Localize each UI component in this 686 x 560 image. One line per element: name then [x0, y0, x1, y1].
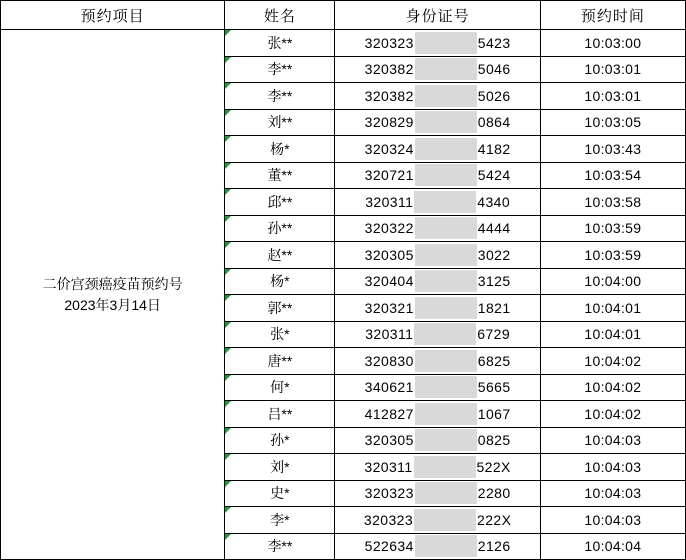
- id-value: [335, 163, 539, 189]
- id-cell: [335, 215, 540, 242]
- id-cell: [335, 480, 540, 507]
- name-cell: 李*: [225, 507, 335, 534]
- id-suffix: 3125: [477, 273, 511, 290]
- id-redaction-mask: [415, 85, 477, 107]
- id-value: [335, 216, 539, 242]
- id-redaction-mask: [415, 535, 477, 557]
- id-suffix: 5423: [477, 34, 511, 51]
- id-prefix: 320321: [364, 299, 414, 316]
- id-redaction-mask: [415, 32, 477, 54]
- table-row: [1, 30, 686, 57]
- id-prefix: 320382: [364, 87, 414, 104]
- id-prefix: 320382: [364, 61, 414, 78]
- id-value: [335, 534, 539, 560]
- id-suffix: 4340: [477, 193, 511, 210]
- id-cell: [335, 109, 540, 136]
- id-redaction-mask: [415, 244, 477, 266]
- id-suffix: 5026: [477, 87, 511, 104]
- name-cell: 刘**: [225, 109, 335, 136]
- id-redaction-mask: [415, 376, 477, 398]
- id-prefix: 320305: [364, 432, 414, 449]
- name-cell: 张**: [225, 30, 335, 57]
- time-cell: 10:04:03: [540, 480, 685, 507]
- id-value: [335, 295, 539, 321]
- id-cell: [335, 242, 540, 269]
- id-redaction-mask: [414, 456, 476, 478]
- id-value: [335, 83, 539, 109]
- id-redaction-mask: [415, 58, 477, 80]
- name-cell: 孙*: [225, 427, 335, 454]
- id-redaction-mask: [414, 191, 476, 213]
- id-value: [335, 322, 539, 348]
- id-value: [335, 507, 539, 533]
- name-cell: 杨*: [225, 268, 335, 295]
- id-redaction-mask: [415, 403, 477, 425]
- id-value: [335, 481, 539, 507]
- time-cell: 10:04:03: [540, 427, 685, 454]
- id-suffix: 4444: [477, 220, 511, 237]
- id-value: [335, 110, 539, 136]
- id-cell: [335, 374, 540, 401]
- time-cell: 10:04:03: [540, 454, 685, 481]
- time-cell: 10:03:01: [540, 83, 685, 110]
- id-redaction-mask: [415, 111, 477, 133]
- id-cell: [335, 30, 540, 57]
- id-prefix: 320323: [363, 511, 414, 528]
- id-value: [335, 57, 539, 83]
- id-suffix: 5046: [477, 61, 511, 78]
- id-suffix: 5665: [477, 379, 511, 396]
- id-cell: [335, 295, 540, 322]
- time-cell: 10:04:02: [540, 401, 685, 428]
- name-cell: 孙**: [225, 215, 335, 242]
- id-redaction-mask: [415, 270, 477, 292]
- time-cell: 10:03:00: [540, 30, 685, 57]
- id-redaction-mask: [415, 482, 477, 504]
- time-cell: 10:03:43: [540, 136, 685, 163]
- id-prefix: 340621: [364, 379, 414, 396]
- project-title-line1: 二价宫颈癌疫苗预约号: [42, 275, 183, 292]
- time-cell: 10:04:01: [540, 321, 685, 348]
- id-redaction-mask: [415, 429, 477, 451]
- time-cell: 10:03:54: [540, 162, 685, 189]
- id-suffix: 0825: [477, 432, 511, 449]
- id-suffix: 1067: [477, 405, 511, 422]
- id-cell: [335, 56, 540, 83]
- id-cell: [335, 348, 540, 375]
- time-cell: 10:04:02: [540, 348, 685, 375]
- name-cell: 董**: [225, 162, 335, 189]
- id-suffix: 2126: [477, 538, 511, 555]
- name-cell: 郭**: [225, 295, 335, 322]
- id-value: [335, 375, 539, 401]
- time-cell: 10:03:01: [540, 56, 685, 83]
- name-cell: 刘*: [225, 454, 335, 481]
- id-prefix: 320323: [364, 34, 414, 51]
- time-cell: 10:04:01: [540, 295, 685, 322]
- id-prefix: 320829: [364, 114, 414, 131]
- id-value: [335, 428, 539, 454]
- id-suffix: 1821: [477, 299, 511, 316]
- name-cell: 唐**: [225, 348, 335, 375]
- id-prefix: 320404: [364, 273, 414, 290]
- id-prefix: 320324: [364, 140, 414, 157]
- id-redaction-mask: [415, 217, 477, 239]
- id-prefix: 320721: [364, 167, 414, 184]
- id-cell: [335, 321, 540, 348]
- name-cell: 吕**: [225, 401, 335, 428]
- name-cell: 李**: [225, 83, 335, 110]
- id-value: [335, 242, 539, 268]
- id-suffix: 5424: [477, 167, 511, 184]
- header-time: 预约时间: [540, 1, 685, 30]
- id-cell: [335, 507, 540, 534]
- id-value: [335, 269, 539, 295]
- id-prefix: 320322: [364, 220, 414, 237]
- time-cell: 10:04:04: [540, 533, 685, 560]
- id-prefix: 320305: [364, 246, 414, 263]
- id-value: [335, 30, 539, 56]
- id-value: [335, 348, 539, 374]
- id-prefix: 320830: [364, 352, 414, 369]
- id-suffix: 3022: [477, 246, 511, 263]
- id-cell: [335, 533, 540, 560]
- id-redaction-mask: [415, 297, 477, 319]
- header-project: 预约项目: [1, 1, 225, 30]
- name-cell: 李**: [225, 533, 335, 560]
- id-prefix: 412827: [364, 405, 414, 422]
- id-suffix: 0864: [477, 114, 511, 131]
- name-cell: 赵**: [225, 242, 335, 269]
- project-title-line2: 2023年3月14日: [64, 296, 161, 313]
- time-cell: 10:03:59: [540, 215, 685, 242]
- id-value: [335, 454, 539, 480]
- id-cell: [335, 136, 540, 163]
- time-cell: 10:03:58: [540, 189, 685, 216]
- id-redaction-mask: [415, 350, 477, 372]
- id-cell: [335, 83, 540, 110]
- id-redaction-mask: [414, 509, 476, 531]
- time-cell: 10:03:05: [540, 109, 685, 136]
- id-suffix: 6729: [477, 326, 511, 343]
- id-cell: [335, 162, 540, 189]
- time-cell: 10:04:02: [540, 374, 685, 401]
- id-suffix: 522X: [476, 458, 511, 475]
- id-prefix: 320311: [365, 193, 414, 210]
- id-suffix: 4182: [477, 140, 511, 157]
- id-suffix: 2280: [477, 485, 511, 502]
- name-cell: 何*: [225, 374, 335, 401]
- id-cell: [335, 427, 540, 454]
- time-cell: 10:04:00: [540, 268, 685, 295]
- id-value: [335, 189, 539, 215]
- id-prefix: 320323: [364, 485, 414, 502]
- id-cell: [335, 268, 540, 295]
- table-header: [1, 1, 686, 30]
- header-name: 姓名: [225, 1, 335, 30]
- name-cell: 邱**: [225, 189, 335, 216]
- time-cell: 10:04:03: [540, 507, 685, 534]
- project-cell: [1, 30, 225, 560]
- id-suffix: 6825: [477, 352, 511, 369]
- id-redaction-mask: [414, 323, 476, 345]
- id-prefix: 320311: [365, 326, 414, 343]
- name-cell: 杨*: [225, 136, 335, 163]
- id-value: [335, 401, 539, 427]
- name-cell: 史*: [225, 480, 335, 507]
- time-cell: 10:03:59: [540, 242, 685, 269]
- name-cell: 张*: [225, 321, 335, 348]
- header-row: [1, 1, 686, 30]
- id-redaction-mask: [415, 164, 477, 186]
- id-cell: [335, 454, 540, 481]
- name-cell: 李**: [225, 56, 335, 83]
- id-value: [335, 136, 539, 162]
- id-prefix: 522634: [364, 538, 414, 555]
- id-cell: [335, 189, 540, 216]
- id-suffix: 222X: [477, 511, 512, 528]
- table-body: [1, 30, 686, 560]
- id-cell: [335, 401, 540, 428]
- header-id: 身份证号: [335, 1, 540, 30]
- id-prefix: 320311: [364, 458, 413, 475]
- id-redaction-mask: [415, 138, 477, 160]
